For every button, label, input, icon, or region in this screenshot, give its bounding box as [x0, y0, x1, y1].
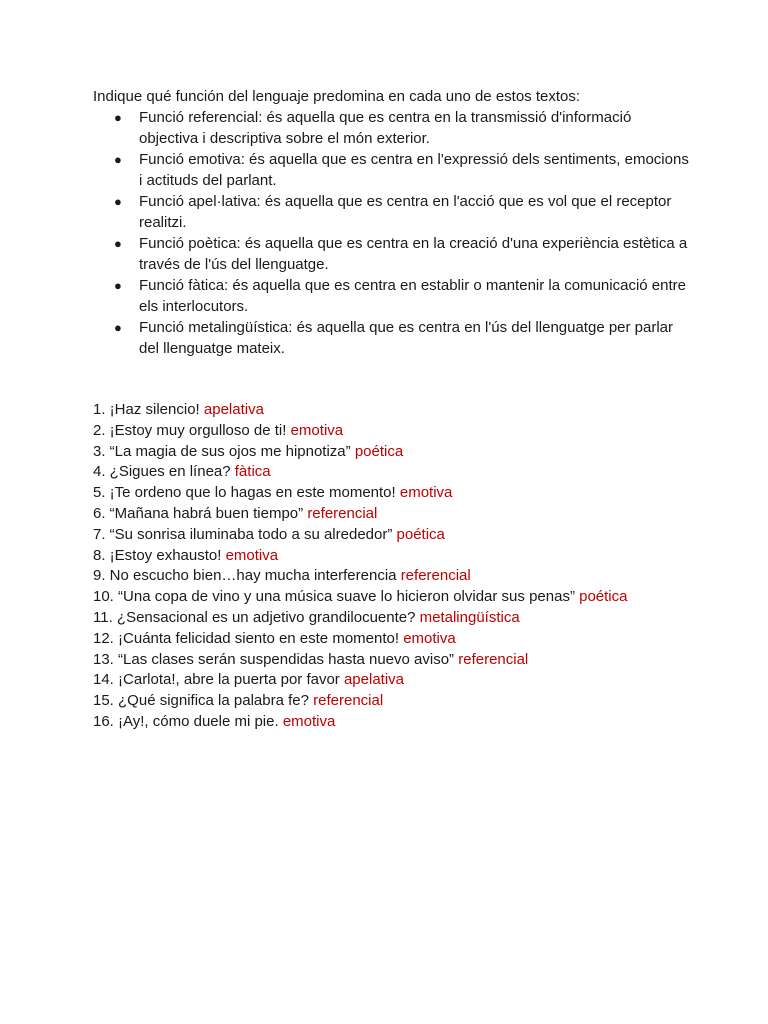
exercise-text: 9. No escucho bien…hay mucha interferencia	[93, 567, 397, 585]
function-item	[93, 317, 693, 359]
answer-label: emotiva	[403, 629, 456, 647]
instruction-text: Indique qué función del lenguaje predomina en cada uno de estos textos:	[93, 88, 581, 105]
exercise-text: 1. ¡Haz silencio!	[93, 401, 200, 418]
exercise-text: 10. “Una copa de vino y una música suave lo hicieron olvidar sus penas”	[93, 588, 575, 606]
document-page	[93, 86, 693, 733]
exercise-item	[93, 442, 693, 463]
exercise-text: 3. “La magia de sus ojos me hipnotiza”	[93, 442, 351, 460]
bullet-icon: ●	[114, 110, 122, 125]
function-text: Funció referencial: és aquella que es centra en la transmissió d'informació objectiva i descriptiva sobre el món exterior.	[139, 109, 632, 147]
exercise-item	[93, 400, 693, 421]
answer-label: apelativa	[343, 671, 405, 689]
answer-label: emotiva	[225, 546, 279, 564]
answer-label: poética	[579, 588, 628, 606]
exercise-item	[93, 629, 693, 650]
exercise-text: 15. ¿Qué significa la palabra fe?	[93, 692, 309, 710]
function-text: Funció poètica: és aquella que es centra en la creació d'una experiència estètica a través de l'ús del llenguatge.	[139, 235, 688, 273]
exercise-item	[93, 566, 693, 587]
exercise-item	[93, 483, 693, 504]
exercise-text: 2. ¡Estoy muy orgulloso de ti!	[93, 421, 287, 439]
bullet-icon: ●	[114, 152, 122, 167]
answer-label: poética	[396, 525, 445, 543]
exercise-item	[93, 504, 693, 525]
answer-label: apelativa	[203, 401, 264, 418]
function-text: Funció apel·lativa: és aquella que es centra en l'acció que es vol que el receptor realitzi.	[139, 193, 672, 231]
answer-label: metalingüística	[419, 608, 520, 626]
exercise-text: 12. ¡Cuánta felicidad siento en este momento!	[93, 629, 400, 647]
function-item	[93, 149, 693, 191]
function-item	[93, 191, 693, 233]
exercise-text: 14. ¡Carlota!, abre la puerta por favor	[93, 671, 340, 689]
exercise-item	[93, 587, 693, 608]
exercise-item	[93, 670, 693, 691]
exercise-text: 7. “Su sonrisa iluminaba todo a su alrededor”	[93, 525, 393, 543]
answer-label: emotiva	[399, 484, 453, 502]
exercise-text: 6. “Mañana habrá buen tiempo”	[93, 504, 304, 522]
exercise-item	[93, 546, 693, 567]
answer-label: poética	[354, 442, 404, 460]
exercise-text: 16. ¡Ay!, cómo duele mi pie.	[93, 712, 279, 730]
bullet-icon: ●	[114, 278, 122, 293]
bullet-icon: ●	[114, 236, 122, 251]
exercise-item	[93, 462, 693, 483]
function-text: Funció fàtica: és aquella que es centra en establir o mantenir la comunicació entre els interlocutors.	[139, 277, 686, 315]
exercise-item	[93, 525, 693, 546]
function-item	[93, 233, 693, 275]
exercise-list	[93, 400, 693, 733]
function-item	[93, 107, 693, 149]
answer-label: referencial	[307, 504, 378, 522]
exercise-item	[93, 712, 693, 733]
exercise-item	[93, 650, 693, 671]
bullet-icon: ●	[114, 194, 122, 209]
answer-label: fàtica	[234, 463, 271, 481]
function-text: Funció metalingüística: és aquella que es centra en l'ús del llenguatge per parlar del llenguatge mateix.	[139, 319, 674, 357]
answer-label: referencial	[458, 650, 529, 668]
function-text: Funció emotiva: és aquella que es centra en l'expressió dels sentiments, emocions i actituds del parlant.	[139, 151, 689, 189]
exercise-text: 5. ¡Te ordeno que lo hagas en este momento!	[93, 484, 396, 502]
answer-label: emotiva	[290, 421, 344, 439]
answer-label: emotiva	[282, 712, 336, 730]
exercise-item	[93, 421, 693, 442]
exercise-item	[93, 608, 693, 629]
function-item	[93, 275, 693, 317]
exercise-text: 4. ¿Sigues en línea?	[93, 463, 231, 481]
answer-label: referencial	[400, 567, 471, 585]
exercise-text: 8. ¡Estoy exhausto!	[93, 546, 222, 564]
exercise-text: 13. “Las clases serán suspendidas hasta nuevo aviso”	[93, 650, 455, 668]
exercise-item	[93, 691, 693, 712]
answer-label: referencial	[313, 692, 384, 710]
exercise-text: 11. ¿Sensacional es un adjetivo grandilocuente?	[93, 608, 416, 626]
functions-list	[93, 107, 693, 359]
bullet-icon: ●	[114, 320, 122, 335]
